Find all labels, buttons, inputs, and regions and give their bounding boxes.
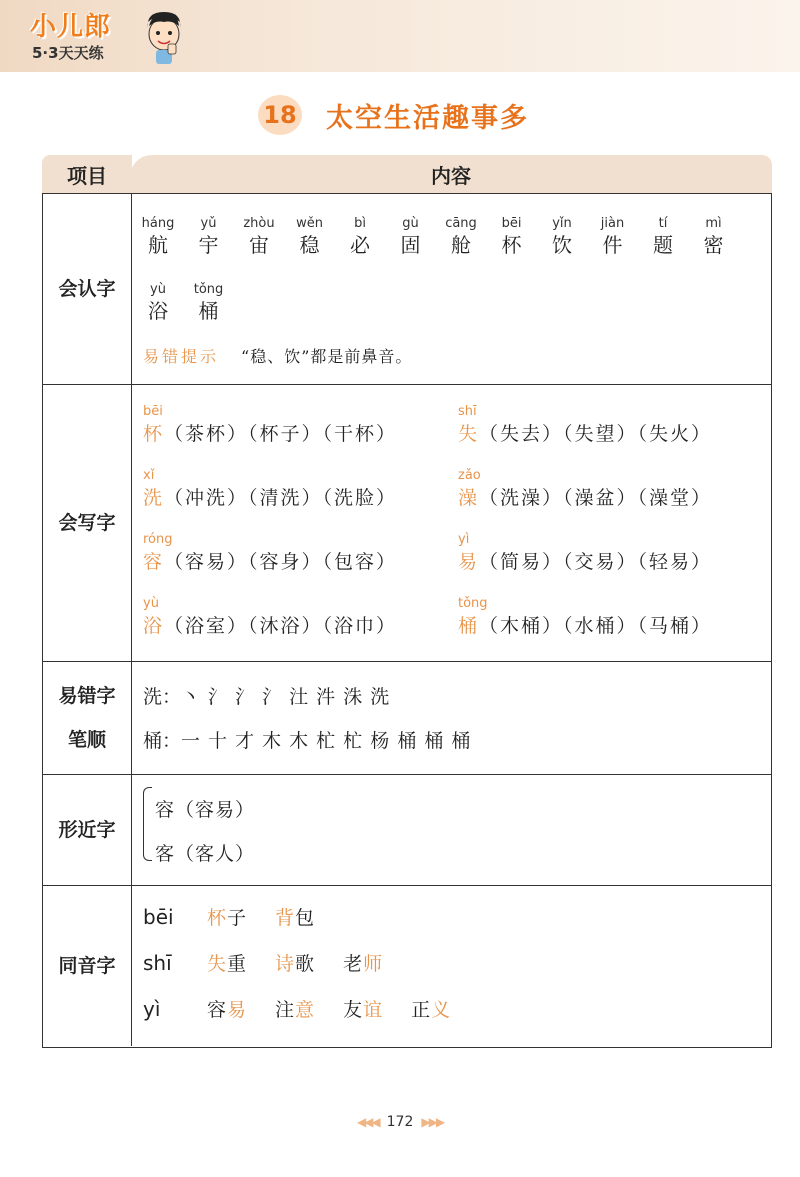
write-char: 澡 [458,487,480,509]
hanzi: 稳 [299,233,320,257]
lesson-title-block [258,95,529,135]
highlight-char: 杯 [207,907,228,929]
table-body [42,193,772,1048]
hanzi: 固 [400,233,421,257]
header-item: 项目 [42,155,132,193]
table-header [42,155,772,193]
word-list: （茶杯）（杯子）（干杯） [164,423,398,445]
hanzi: 必 [350,233,370,257]
logo-text: 小儿郎 [30,12,112,42]
pinyin-char [588,216,638,258]
logo-subtitle: 5·3天天练 [32,44,104,62]
highlight-char: 背 [275,907,296,929]
word-list: （容易）（容身）（包容） [164,551,398,573]
write-words [458,549,778,575]
plain-char: 子 [227,907,248,929]
write-words [143,421,463,447]
write-char: 洗 [143,487,165,509]
pinyin-char [335,216,385,258]
pinyin: háng [141,216,175,231]
label-line2: 笔顺 [67,729,106,751]
homophone-word [411,997,451,1023]
plain-char: 包 [295,907,316,929]
plain-char: 歌 [295,953,316,975]
highlight-char: 谊 [363,999,384,1021]
pinyin-char [133,282,183,324]
row-label: 会写字 [43,385,132,661]
write-pinyin: bēi [143,404,163,419]
header-content: 内容 [130,155,772,193]
homophone-word [207,905,247,931]
row-label: 会认字 [43,194,132,384]
pinyin: yù [150,282,166,297]
page-number: 172 [386,1114,414,1130]
pinyin-char [537,216,587,258]
plain-char: 老 [343,953,364,975]
hanzi: 宙 [249,233,269,257]
pinyin-char [285,216,335,258]
plain-char: 重 [227,953,248,975]
pinyin: tí [658,216,668,231]
highlight-char: 义 [431,999,452,1021]
write-pinyin: xǐ [143,468,155,483]
write-char: 浴 [143,615,165,637]
hanzi: 件 [602,233,623,257]
homophone-word [275,951,315,977]
pinyin: gù [402,216,419,231]
homophone-word [275,905,315,931]
stroke-char: 桶： [143,730,182,752]
homophone-line [143,904,343,931]
pinyin-char [184,282,234,324]
row-label [43,662,132,774]
write-item [458,403,778,447]
pinyin-char [689,216,739,258]
write-words [143,485,463,511]
brand-logo [30,6,180,68]
hanzi: 桶 [198,299,219,323]
write-item [458,531,778,575]
word-list: （冲洗）（清洗）（洗脸） [164,487,398,509]
similar-line: 客（客人） [155,843,256,865]
word-list: （木桶）（水桶）（马桶） [479,615,713,637]
write-pinyin: yì [458,532,470,547]
write-pinyin: shī [458,404,477,419]
write-char: 易 [458,551,480,573]
plain-char: 容 [207,999,228,1021]
pinyin-char [386,216,436,258]
homophone-line [143,950,411,977]
pinyin: bì [354,216,366,231]
summary-table [42,155,772,1048]
write-char: 容 [143,551,165,573]
row-recognize [43,194,771,385]
hanzi: 宇 [198,233,219,257]
homophone-pinyin: yì [143,997,161,1021]
word-list: （浴室）（沐浴）（浴巾） [164,615,398,637]
lesson-title: 太空生活趣事多 [326,102,529,134]
write-pinyin: róng [143,532,173,547]
recognize-content [143,194,771,384]
plain-char: 正 [411,999,432,1021]
row-homophone [43,886,771,1046]
pinyin-char [184,216,234,258]
homophone-word [275,997,315,1023]
homophone-line [143,996,479,1023]
label-line1: 易错字 [58,685,116,707]
pinyin-char [234,216,284,258]
write-words [458,613,778,639]
write-words [458,485,778,511]
prev-arrows-icon: ◀◀◀ [356,1115,379,1129]
homophone-word [343,997,383,1023]
pinyin: zhòu [243,216,275,231]
hanzi: 题 [653,233,673,257]
word-list: （洗澡）（澡盆）（澡堂） [479,487,713,509]
pinyin: tǒng [193,282,224,297]
write-item [143,403,463,447]
row-write [43,385,771,662]
highlight-char: 易 [227,999,248,1021]
stroke-sequence: 一 十 才 木 木 杧 杧 杨 桶 桶 桶 [181,730,472,752]
write-item [143,467,463,511]
write-item [143,595,463,639]
row-label: 形近字 [43,775,132,885]
pinyin-char [638,216,688,258]
pinyin: yǔ [200,216,217,231]
plain-char: 注 [275,999,296,1021]
hanzi: 杯 [501,233,522,257]
stroke-content [143,662,771,774]
word-list: （失去）（失望）（失火） [479,423,713,445]
homophone-content [143,886,771,1046]
homophone-pinyin: shī [143,951,172,975]
write-words [143,613,463,639]
write-pinyin: zǎo [458,468,481,483]
page-footer [0,1114,800,1130]
write-item [458,467,778,511]
tip-text: “稳、饮”都是前鼻音。 [241,347,413,366]
hanzi: 航 [148,233,168,257]
highlight-char: 意 [295,999,316,1021]
stroke-sequence: 丶 氵 氵 氵 汢 汼 洙 洗 [181,686,391,708]
pinyin: cāng [445,216,477,231]
brace-icon [143,787,152,861]
error-tip [143,344,412,367]
hanzi: 密 [703,233,724,257]
write-item [458,595,778,639]
similar-line: 容（容易） [155,799,256,821]
hanzi: 浴 [148,299,168,323]
plain-char: 友 [343,999,364,1021]
pinyin: wěn [296,216,323,231]
write-item [143,531,463,575]
boy-mascot-icon [142,8,186,66]
hanzi: 饮 [552,233,572,257]
write-pinyin: tǒng [458,596,488,611]
pinyin-char [487,216,537,258]
next-arrows-icon: ▶▶▶ [421,1115,444,1129]
stroke-line-xi [143,684,390,710]
lesson-number: 18 [258,95,302,135]
homophone-word [207,951,247,977]
write-char: 桶 [458,615,480,637]
homophone-word [207,997,247,1023]
write-words [458,421,778,447]
highlight-char: 诗 [275,953,296,975]
write-pinyin: yù [143,596,159,611]
write-words [143,549,463,575]
pinyin: bēi [501,216,522,231]
homophone-pinyin: bēi [143,905,174,929]
pinyin-char [133,216,183,258]
highlight-char: 失 [207,953,228,975]
write-char: 杯 [143,423,165,445]
row-label: 同音字 [43,886,132,1046]
pinyin: yǐn [552,216,572,231]
highlight-char: 师 [363,953,384,975]
hanzi: 舱 [451,233,471,257]
similar-content [143,775,771,885]
word-list: （简易）（交易）（轻易） [479,551,713,573]
row-similar [43,775,771,886]
stroke-char: 洗： [143,686,182,708]
pinyin-char [436,216,486,258]
write-content [143,385,771,661]
homophone-word [343,951,383,977]
row-stroke-order [43,662,771,775]
stroke-line-tong [143,728,471,754]
pinyin: mì [705,216,722,231]
pinyin: jiàn [600,216,625,231]
tip-label: 易错提示 [143,347,220,366]
write-char: 失 [458,423,480,445]
